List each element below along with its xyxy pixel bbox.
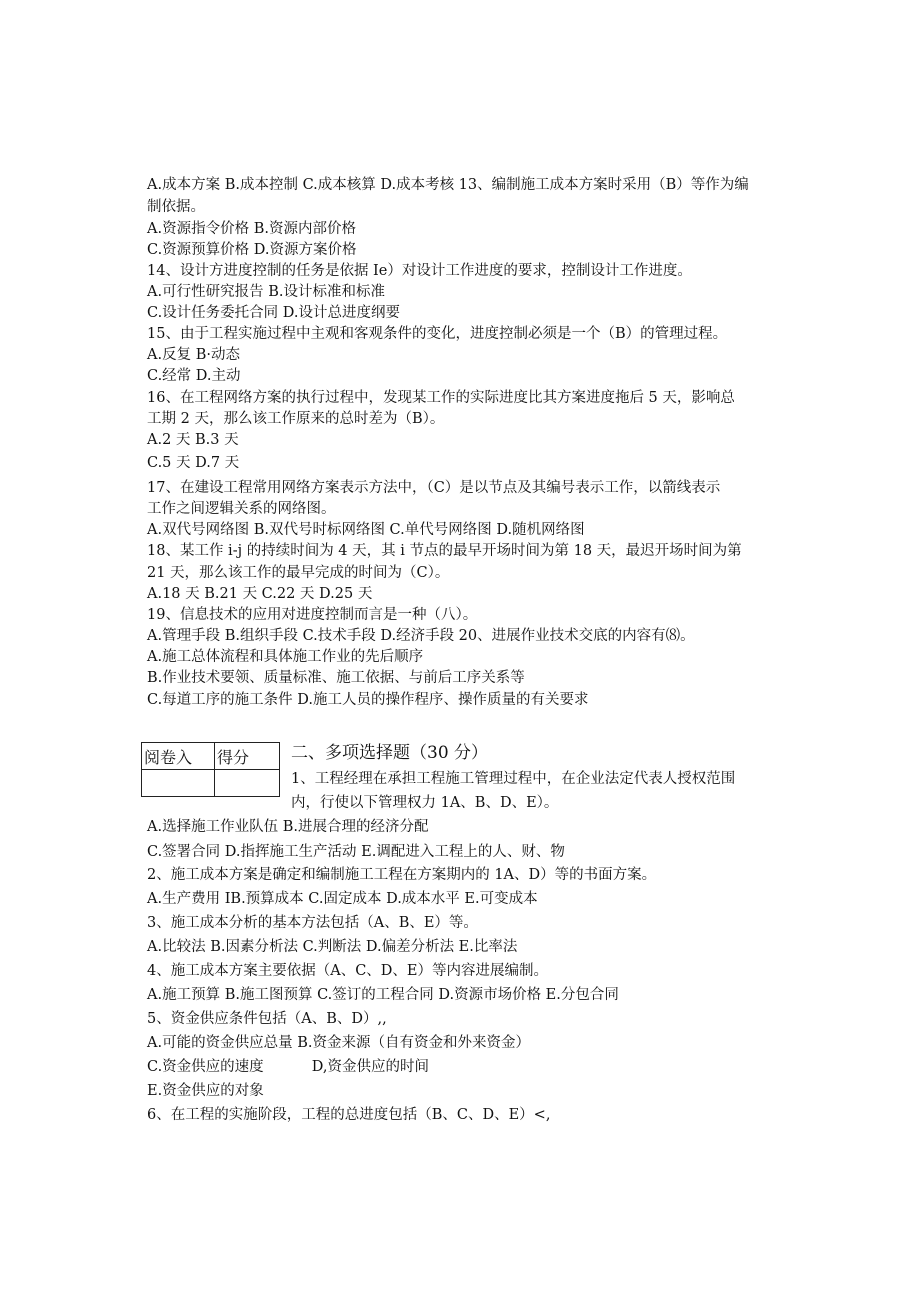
text-line: A.生产费用 IB.预算成本 C.固定成本 D.成本水平 E.可变成本 [147,891,538,907]
text-line: C.经常 D.主动 [147,368,241,384]
text-line: A.双代号网络图 B.双代号时标网络图 C.单代号网络图 D.随机网络图 [147,522,585,538]
reviewer-cell [142,770,215,797]
text-line: 2、施工成本方案是确定和编制施工工程在方案期内的 1A、D）等的书面方案。 [147,867,657,883]
score-cell [215,770,280,797]
text-line: 14、设计方进度控制的任务是依据 Ie）对设计工作进度的要求，控制设计工作进度。 [147,263,692,279]
text-line: 19、信息技术的应用对进度控制而言是一种（八）。 [147,607,478,623]
text-line: A.施工总体流程和具体施工作业的先后顺序 [147,649,424,665]
text-line: 17、在建设工程常用网络方案表示方法中，（C）是以节点及其编号表示工作，以箭线表示 [147,480,721,496]
text-line: A.18 天 B.21 天 C.22 天 D.25 天 [147,586,373,602]
text-line: C.签署合同 D.指挥施工生产活动 E.调配进入工程上的人、财、物 [147,844,565,860]
text-line: 4、施工成本方案主要依据（A、C、D、E）等内容进展编制。 [147,963,548,979]
text-line: C.5 天 D.7 天 [147,455,240,471]
text-line: 5、资金供应条件包括（A、B、D）,, [147,1011,387,1027]
text-line: A.比较法 B.因素分析法 C.判断法 D.偏差分析法 E.比率法 [147,939,518,955]
text-line: 内，行使以下管理权力 1A、B、D、E）。 [291,795,559,811]
reviewer-header: 阅卷入 [142,743,215,770]
section-title: 二、多项选择题（30 分） [291,743,489,763]
text-line: 工作之间逻辑关系的网络图。 [147,501,336,517]
text-line: A.施工预算 B.施工图预算 C.签订的工程合同 D.资源市场价格 E.分包合同 [147,987,619,1003]
text-line: 6、在工程的实施阶段，工程的总进度包括（B、C、D、E）<, [147,1107,551,1123]
text-line: C.资金供应的速度 D,资金供应的时间 [147,1059,430,1075]
text-line: 3、施工成本分析的基本方法包括（A、B、E）等。 [147,915,478,931]
text-line: C.设计任务委托合同 D.设计总进度纲要 [147,305,401,321]
score-table [141,742,280,797]
text-line: C.资源预算价格 D.资源方案价格 [147,242,357,258]
text-line: A.反复 B·动态 [147,347,240,363]
text-line: A.可能的资金供应总量 B.资金来源（自有资金和外来资金） [147,1035,530,1051]
text-line: A.资源指令价格 B.资源内部价格 [147,221,356,237]
score-header: 得分 [215,743,280,770]
text-line: 15、由于工程实施过程中主观和客观条件的变化，进度控制必须是一个（B）的管理过程。 [147,326,728,342]
text-line: 1、工程经理在承担工程施工管理过程中，在企业法定代表人授权范围 [291,771,736,787]
text-line: 16、在工程网络方案的执行过程中，发现某工作的实际进度比其方案进度拖后 5 天，影响总 [147,390,735,406]
text-line: A.2 天 B.3 天 [147,432,239,448]
text-line: E.资金供应的对象 [147,1083,264,1099]
text-line: A.可行性研究报告 B.设计标准和标准 [147,284,385,300]
text-line: 工期 2 天，那么该工作原来的总时差为（B）。 [147,411,445,427]
text-line: B.作业技术要领、质量标准、施工依据、与前后工序关系等 [147,670,525,686]
text-line: 制依据。 [147,199,205,215]
text-line: A.管理手段 B.组织手段 C.技术手段 D.经济手段 20、进展作业技术交底的内容有⑻。 [147,628,695,644]
text-line: 18、某工作 i-j 的持续时间为 4 天，其 i 节点的最早开场时间为第 18 天，最迟开场时间为第 [147,543,742,559]
text-line: A.成本方案 B.成本控制 C.成本核算 D.成本考核 13、编制施工成本方案时采用（B）等作为编 [147,177,749,193]
text-line: A.选择施工作业队伍 B.进展合理的经济分配 [147,819,429,835]
text-line: 21 天，那么该工作的最早完成的时间为（C）。 [147,565,450,581]
text-line: C.每道工序的施工条件 D.施工人员的操作程序、操作质量的有关要求 [147,692,589,708]
